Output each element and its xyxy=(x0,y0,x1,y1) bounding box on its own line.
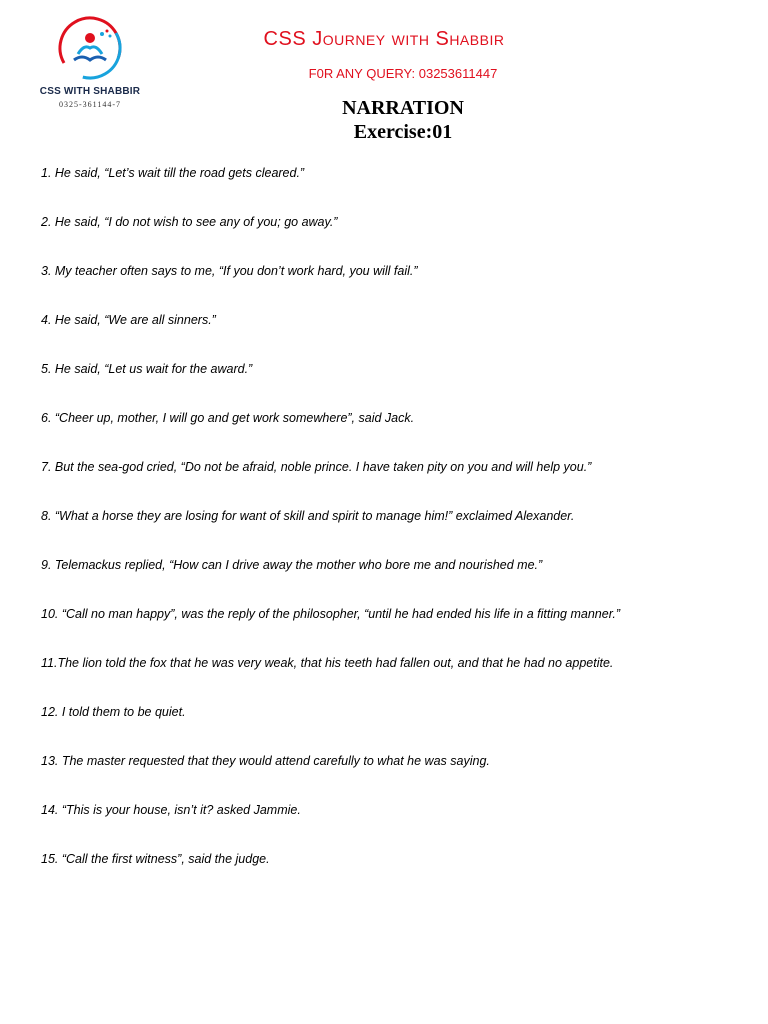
document-title xyxy=(0,96,768,144)
exercise-item-2: 2. He said, “I do not wish to see any of you; go away.” xyxy=(41,215,338,229)
exercise-item-11: 11.The lion told the fox that he was very weak, that his teeth had fallen out, and that he had no appetite. xyxy=(41,656,614,670)
logo-name: CSS WITH SHABBIR xyxy=(39,86,141,97)
title-exercise: Exercise:01 xyxy=(353,121,453,143)
exercise-item-4: 4. He said, “We are all sinners.” xyxy=(41,313,216,327)
logo-phone: 0325-361144-7 xyxy=(58,100,122,109)
exercise-item-3: 3. My teacher often says to me, “If you don’t work hard, you will fail.” xyxy=(41,264,418,278)
exercise-item-14: 14. “This is your house, isn’t it? asked Jammie. xyxy=(41,803,301,817)
brand-title: CSS Journey with Shabbir xyxy=(263,28,505,50)
exercise-item-15: 15. “Call the first witness”, said the judge. xyxy=(41,852,270,866)
exercise-item-7: 7. But the sea-god cried, “Do not be afraid, noble prince. I have taken pity on you and will help you.” xyxy=(41,460,592,474)
exercise-item-13: 13. The master requested that they would attend carefully to what he was saying. xyxy=(41,754,490,768)
exercise-list xyxy=(41,165,620,900)
exercise-item-1: 1. He said, “Let’s wait till the road gets cleared.” xyxy=(41,166,305,180)
exercise-item-10: 10. “Call no man happy”, was the reply of the philosopher, “until he had ended his life in a fitting manner.” xyxy=(41,607,621,621)
query-contact: F0R ANY QUERY: 03253611447 xyxy=(308,66,498,81)
title-narration: NARRATION xyxy=(342,97,464,119)
exercise-item-12: 12. I told them to be quiet. xyxy=(41,705,186,719)
exercise-item-9: 9. Telemackus replied, “How can I drive away the mother who bore me and nourished me.” xyxy=(41,558,543,572)
exercise-item-6: 6. “Cheer up, mother, I will go and get work somewhere”, said Jack. xyxy=(41,411,415,425)
exercise-item-8: 8. “What a horse they are losing for want of skill and spirit to manage him!” exclaimed Alexander. xyxy=(41,509,575,523)
exercise-item-5: 5. He said, “Let us wait for the award.” xyxy=(41,362,253,376)
